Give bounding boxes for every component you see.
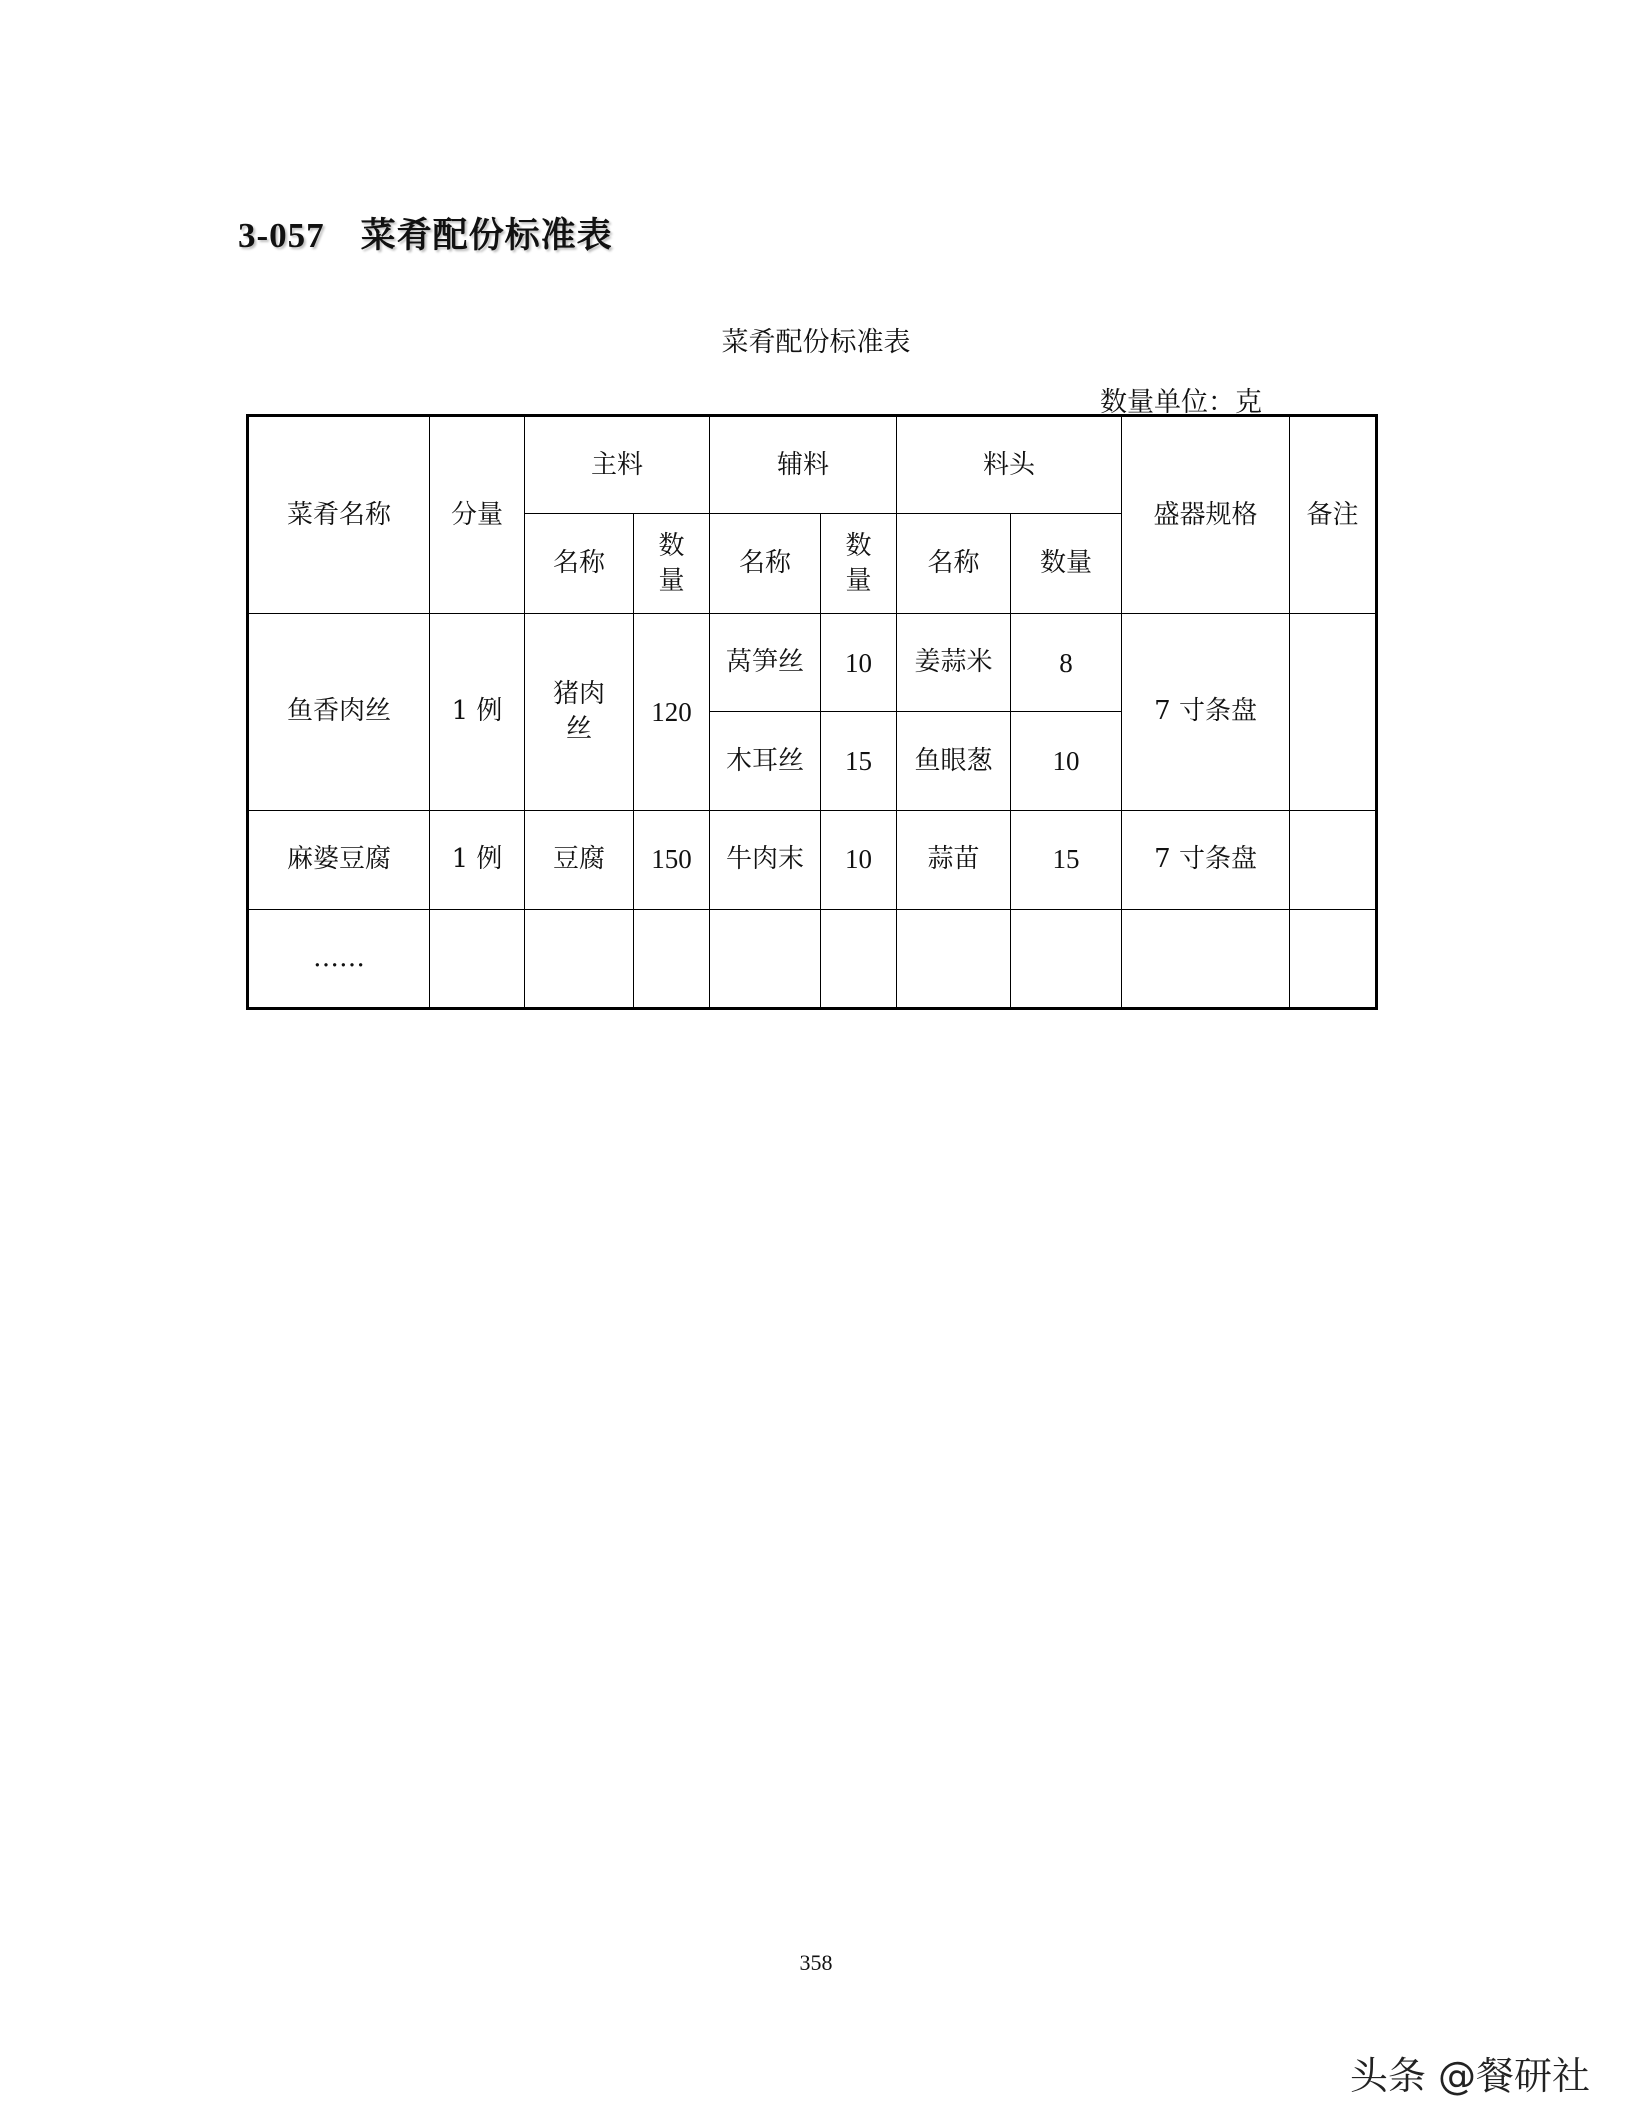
header-main-qty [634, 514, 710, 614]
cell-empty [430, 909, 525, 1008]
cell-main-qty: 120 [634, 614, 710, 810]
header-aux-qty [821, 514, 897, 614]
table-row [248, 810, 1377, 909]
portion-standard-table [246, 414, 1378, 1010]
cell-vessel: 7 寸条盘 [1122, 810, 1290, 909]
cell-season-name: 蒜苗 [897, 810, 1011, 909]
cell-main-qty: 150 [634, 810, 710, 909]
cell-main-name-text: 猪肉丝 [552, 678, 605, 744]
cell-season-name: 姜蒜米 [897, 614, 1011, 712]
cell-empty [897, 909, 1011, 1008]
cell-season-name: 鱼眼葱 [897, 712, 1011, 810]
table-row [248, 909, 1377, 1008]
header-remark: 备注 [1290, 416, 1377, 614]
header-portion: 分量 [430, 416, 525, 614]
section-title: 菜肴配份标准表 [360, 215, 613, 256]
section-heading [238, 208, 613, 258]
cell-empty [1122, 909, 1290, 1008]
cell-empty [821, 909, 897, 1008]
cell-season-qty: 10 [1011, 712, 1122, 810]
cell-aux-qty: 10 [821, 810, 897, 909]
cell-portion: 1 例 [430, 614, 525, 810]
header-aux-name: 名称 [710, 514, 821, 614]
cell-aux-name: 牛肉末 [710, 810, 821, 909]
cell-remark [1290, 810, 1377, 909]
cell-aux-name: 莴笋丝 [710, 614, 821, 712]
header-aux: 辅料 [710, 416, 897, 514]
cell-main-name: 豆腐 [525, 810, 634, 909]
unit-note: 数量单位：克 [1100, 387, 1262, 418]
table-caption: 菜肴配份标准表 [721, 327, 911, 358]
cell-dish: 鱼香肉丝 [248, 614, 430, 810]
header-season-name: 名称 [897, 514, 1011, 614]
section-number: 3-057 [238, 216, 325, 255]
cell-aux-name: 木耳丝 [710, 712, 821, 810]
table-row [248, 614, 1377, 712]
cell-remark [1290, 614, 1377, 810]
header-season-qty: 数量 [1011, 514, 1122, 614]
cell-empty [525, 909, 634, 1008]
header-season: 料头 [897, 416, 1122, 514]
cell-empty [710, 909, 821, 1008]
cell-main-name [525, 614, 634, 810]
header-row-1 [248, 416, 1377, 514]
cell-dish: 麻婆豆腐 [248, 810, 430, 909]
cell-empty [634, 909, 710, 1008]
cell-portion: 1 例 [430, 810, 525, 909]
cell-aux-qty: 15 [821, 712, 897, 810]
cell-ellipsis: …… [248, 909, 430, 1008]
header-main: 主料 [525, 416, 710, 514]
watermark: 头条 @餐研社 [1349, 2054, 1590, 2098]
header-vessel: 盛器规格 [1122, 416, 1290, 614]
page-number: 358 [799, 1950, 833, 1975]
header-main-qty-text: 数量 [658, 530, 685, 596]
cell-season-qty: 8 [1011, 614, 1122, 712]
cell-empty [1011, 909, 1122, 1008]
cell-vessel: 7 寸条盘 [1122, 614, 1290, 810]
cell-empty [1290, 909, 1377, 1008]
header-dish-name: 菜肴名称 [248, 416, 430, 614]
header-aux-qty-text: 数量 [845, 530, 872, 596]
cell-aux-qty: 10 [821, 614, 897, 712]
header-main-name: 名称 [525, 514, 634, 614]
cell-season-qty: 15 [1011, 810, 1122, 909]
